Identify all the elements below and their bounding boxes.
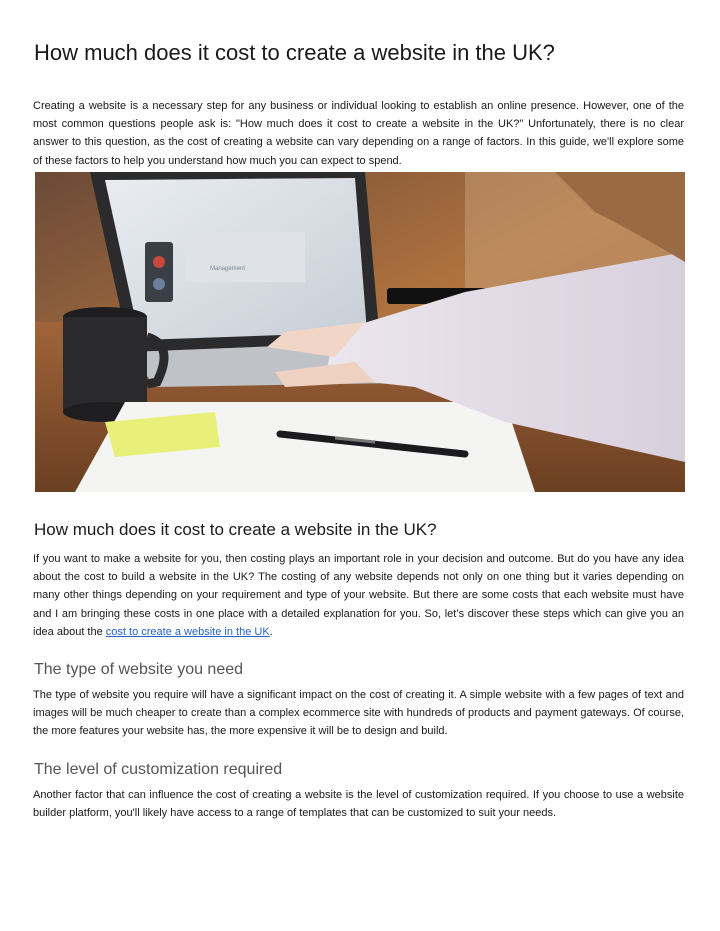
intro-paragraph: Creating a website is a necessary step for any business or individual looking to establish an online presence. However, one of the most common questions people ask is: "How much does it cost to create a website in the UK?" Unfortunately, there is no clear answer to this question, as the cost of creating a website can vary depending on a range of factors. In this guide, we'll explore some of these factors to help you understand how much you can expect to spend. [33,100,684,167]
section-heading-customization: The level of customization required [34,761,283,778]
page-title: How much does it cost to create a website in the UK? [34,40,555,65]
section-cost-paragraph [33,550,684,641]
svg-text:Management: Management [210,266,246,272]
section-type-paragraph: The type of website you require will have a significant impact on the cost of creating it. A simple website with a few pages of text and images will be much cheaper to create than a complex ecommerce site with hundreds of products and payment gateways. Of course, the more features your website has, the more expensive it will be to design and build. [33,689,684,738]
section-heading-cost: How much does it cost to create a website in the UK? [34,520,437,539]
laptop-desk-photo [35,172,685,492]
section-heading-type: The type of website you need [34,661,244,678]
section-customization-paragraph: Another factor that can influence the cost of creating a website is the level of customization required. If you choose to use a website builder platform, you'll likely have access to a range of templates that can be customized to suit your needs. [33,789,684,820]
section-cost-text: If you want to make a website for you, then costing plays an important role in your decision and outcome. But do you have any idea about the cost to build a website in the UK? The costing of any website depends not only on one thing but it varies depending on many other things depending on your requirement and type of your website. But there are some costs that each website must have and I am bringing these costs in one place with a detailed explanation for you. So, let’s discover these steps which can give you an idea about the [33,553,684,638]
cost-website-link[interactable]: cost to create a website in the UK [105,625,270,638]
section-cost-text-end: . [269,625,273,638]
